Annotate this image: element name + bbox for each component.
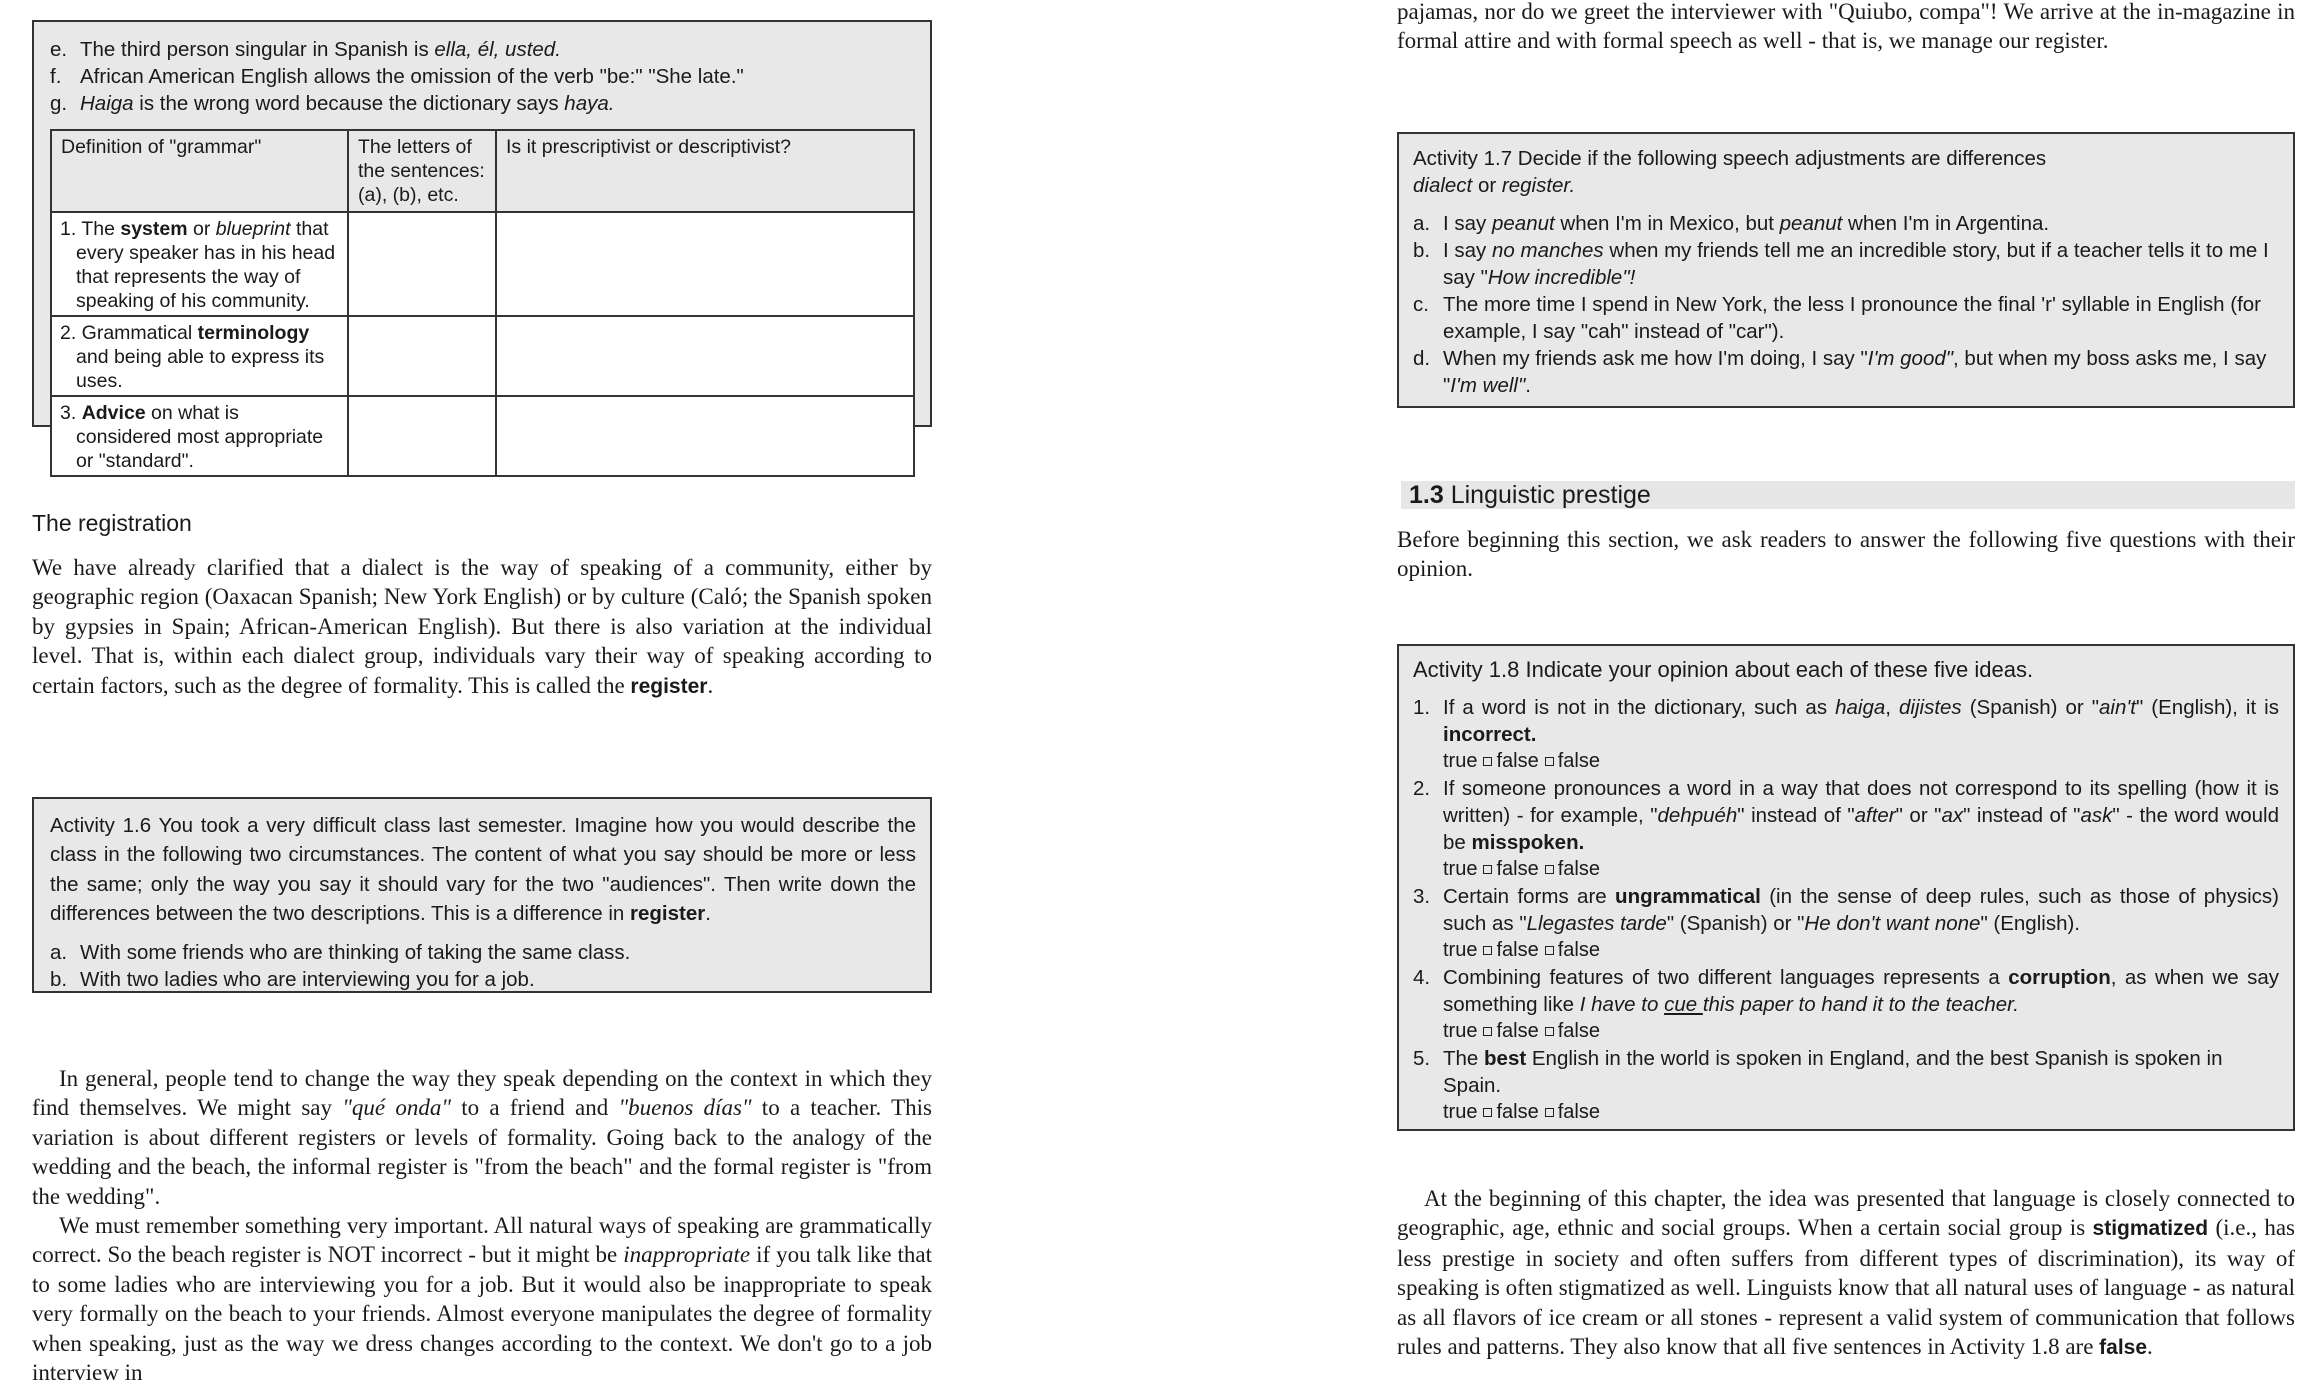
list-item: d. When my friends ask me how I'm doing, I say "I'm good", but when my boss asks me, I say "I'm well". <box>1413 347 2267 397</box>
checkbox-icon[interactable] <box>1483 1108 1492 1117</box>
list-item: 3. Certain forms are ungrammatical (in the sense of deep rules, such as those of physics) such as "Llegastes tarde" (Spanish) or "He don't want none" (English). true false false <box>1413 883 2279 964</box>
checkbox-icon[interactable] <box>1483 865 1492 874</box>
item-marker: g. <box>50 92 68 115</box>
list-item: 5. The best English in the world is spoken in England, and the best Spanish is spoken in Spain. true false false <box>1413 1045 2279 1126</box>
item-text: African American English allows the omission of the verb "be:" "She late." <box>80 65 744 88</box>
checkbox-icon[interactable] <box>1483 1027 1492 1036</box>
list-item: 2. If someone pronounces a word in a way that does not correspond to its spelling (how it is written) - for example, "dehpuéh" instead of "after" or "ax" instead of "ask" - the word would be misspoken. true false false <box>1413 775 2279 883</box>
list-item: b. With two ladies who are interviewing you for a job. <box>50 967 535 991</box>
list-item: a. I say peanut when I'm in Mexico, but peanut when I'm in Argentina. <box>1413 212 2050 235</box>
grammar-exercise-box <box>32 20 932 472</box>
closing-paragraph: At the beginning of this chapter, the idea was presented that language is closely connected to geographic, age, ethnic and social groups. When a certain social group is stigmatized (i.e., has less prestige in society and often suffers from different types of discrimination), its way of speaking is often stigmatized as well. Linguists know that all natural uses of language - as natural as all flavors of ice cream or all stones - represent a valid system of communication that follows rules and patterns. They also know that all five sentences in Activity 1.8 are false. <box>1397 1186 2295 1360</box>
statement-list <box>50 36 914 117</box>
table-header: Is it prescriptivist or descriptivist? <box>496 130 914 212</box>
item-marker: f. <box>50 65 62 88</box>
table-header-row <box>51 130 914 212</box>
checkbox-icon[interactable] <box>1545 1108 1554 1117</box>
item-text: The third person singular in Spanish is <box>80 38 435 61</box>
checkbox-icon[interactable] <box>1545 865 1554 874</box>
checkbox-icon[interactable] <box>1545 757 1554 766</box>
activity-intro: Activity 1.6 You took a very difficult class last semester. Imagine how you would describe the class in the following two circumstances. The content of what you say should be more or less the same; only the way you say it should vary for the two "audiences". Then write down the differences between the two descriptions. This is a difference in register. <box>50 814 916 926</box>
list-item <box>50 63 914 90</box>
item-text: is the wrong word because the dictionary says <box>133 92 565 115</box>
answer-cell[interactable] <box>496 316 914 396</box>
list-item: a. With some friends who are thinking of taking the same class. <box>50 940 631 964</box>
true-false-options[interactable]: true false false <box>1443 1101 1600 1123</box>
grammar-definition-table <box>50 129 915 477</box>
continued-paragraph: pajamas, nor do we greet the interviewer with "Quiubo, compa"! We arrive at the in-magazine in formal attire and with formal speech as well - that is, we manage our register. <box>1397 0 2295 54</box>
true-false-options[interactable]: true false false <box>1443 1020 1600 1042</box>
item-italic: ella, él, usted. <box>434 38 561 61</box>
paragraph-context: In general, people tend to change the way they speak depending on the context in which they find themselves. We might say "qué onda" to a friend and "buenos días" to a teacher. This variation is about different registers or levels of formality. Going back to the analogy of the wedding and the beach, the informal register is "from the beach" and the formal register is "from the wedding". <box>32 1066 932 1209</box>
item-italic: Haiga <box>80 92 134 115</box>
table-cell: 1. The system or blueprint that every speaker has in his head that represents the way of speaking of his community. <box>51 212 348 316</box>
list-item: b. I say no manches when my friends tell me an incredible story, but if a teacher tells it to me I say "How incredible"! <box>1413 239 2269 289</box>
answer-cell[interactable] <box>348 212 496 316</box>
answer-cell[interactable] <box>348 396 496 476</box>
activity-intro: Activity 1.8 Indicate your opinion about each of these five ideas. <box>1413 657 2034 682</box>
checkbox-icon[interactable] <box>1545 946 1554 955</box>
list-item: c. The more time I spend in New York, the less I pronounce the final 'r' syllable in English (for example, I say "cah" instead of "car"). <box>1413 293 2261 343</box>
true-false-options[interactable]: true false false <box>1443 858 1600 880</box>
list-item <box>50 36 914 63</box>
activity-items <box>50 939 916 993</box>
item-italic: haya. <box>564 92 615 115</box>
table-cell: 3. Advice on what is considered most appropriate or "standard". <box>51 396 348 476</box>
checkbox-icon[interactable] <box>1483 946 1492 955</box>
activity-1-6-box <box>32 797 932 993</box>
activity-intro: Activity 1.7 Decide if the following speech adjustments are differences dialect or register. <box>1413 147 2047 197</box>
checkbox-icon[interactable] <box>1483 757 1492 766</box>
table-row <box>51 212 914 316</box>
checkbox-icon[interactable] <box>1545 1027 1554 1036</box>
item-marker: e. <box>50 38 68 61</box>
table-cell: 2. Grammatical terminology and being able to express its uses. <box>51 316 348 396</box>
list-item: 4. Combining features of two different languages represents a corruption, as when we say something like I have to cue this paper to hand it to the teacher. true false false <box>1413 964 2279 1045</box>
paragraph-grammatical: We must remember something very important. All natural ways of speaking are grammatically correct. So the beach register is NOT incorrect - but it might be inappropriate if you talk like that to some ladies who are interviewing you for a job. But it would also be inappropriate to speak very formally on the beach to your friends. Almost everyone manipulates the degree of formality when speaking, just as the way we dress changes according to the context. We don't go to a job interview in <box>32 1213 932 1386</box>
list-item: 1. If a word is not in the dictionary, such as haiga, dijistes (Spanish) or "ain't" (English), it is incorrect. true false false <box>1413 694 2279 775</box>
answer-cell[interactable] <box>496 212 914 316</box>
opinion-items <box>1413 694 2279 1126</box>
answer-cell[interactable] <box>496 396 914 476</box>
activity-items <box>1413 210 2279 399</box>
table-row <box>51 316 914 396</box>
table-header: Definition of "grammar" <box>51 130 348 212</box>
list-item <box>50 90 914 117</box>
registration-paragraph: We have already clarified that a dialect is the way of speaking of a community, either by geographic region (Oaxacan Spanish; New York English) or by culture (Caló; the Spanish spoken by gypsies in Spain; African-American English). But there is also variation at the individual level. That is, within each dialect group, individuals vary their way of speaking according to certain factors, such as the degree of formality. This is called the register. <box>32 555 932 698</box>
activity-1-7-box <box>1397 132 2295 408</box>
table-row <box>51 396 914 476</box>
section-heading: 1.3 Linguistic prestige <box>1401 481 2295 509</box>
activity-1-8-box <box>1397 644 2295 1131</box>
table-header: The letters of the sentences: (a), (b), etc. <box>348 130 496 212</box>
true-false-options[interactable]: true false false <box>1443 750 1600 772</box>
answer-cell[interactable] <box>348 316 496 396</box>
true-false-options[interactable]: true false false <box>1443 939 1600 961</box>
intro-paragraph: Before beginning this section, we ask readers to answer the following five questions with their opinion. <box>1397 527 2295 582</box>
section-heading: The registration <box>32 510 192 536</box>
